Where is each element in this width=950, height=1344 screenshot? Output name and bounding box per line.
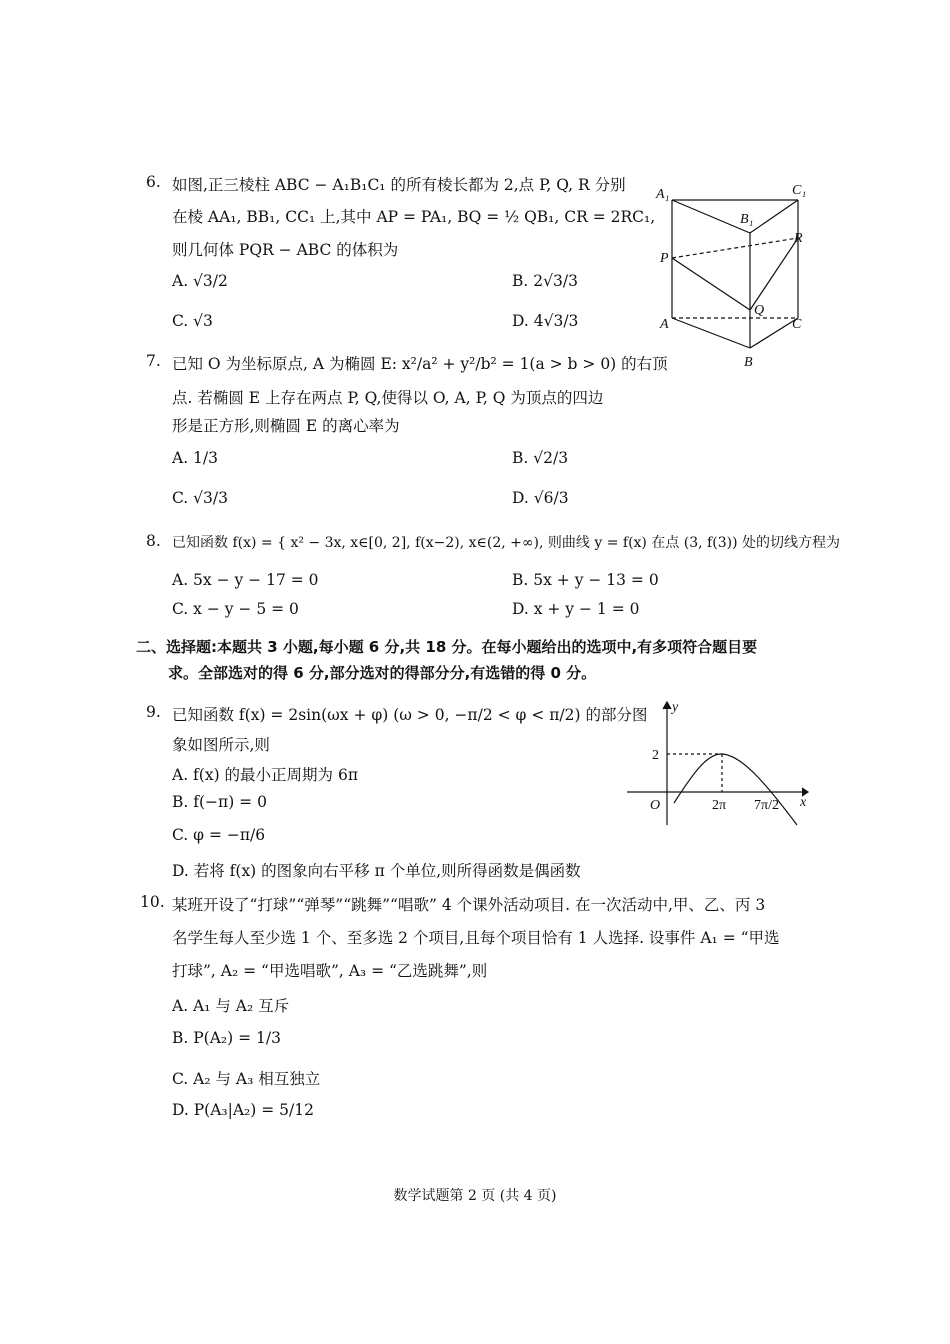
q6-option-c: C. √3 (172, 312, 213, 330)
label-p: P (660, 251, 669, 266)
page-footer: 数学试题第 2 页 (共 4 页) (393, 1188, 557, 1204)
q6-number: 6. (146, 173, 161, 191)
q8-number: 8. (146, 532, 161, 550)
q10-line1: 某班开设了“打球”“弹琴”“跳舞”“唱歌” 4 个课外活动项目. 在一次活动中,甲、乙、丙 3 (172, 896, 766, 914)
q8-line1: 已知函数 f(x) = { x² − 3x, x∈[0, 2], f(x−2), x∈(2, +∞), 则曲线 y = f(x) 在点 (3, f(3)) 处的切线方程为 (172, 535, 840, 551)
q9-line2: 象如图所示,则 (172, 736, 270, 754)
q8-option-c: C. x − y − 5 = 0 (172, 600, 299, 618)
y-tick-2: 2 (652, 748, 659, 763)
q7-line3: 形是正方形,则椭圆 E 的离心率为 (172, 417, 400, 435)
q10-option-c: C. A₂ 与 A₃ 相互独立 (172, 1070, 321, 1088)
origin-label: O (650, 798, 661, 813)
q6-option-b: B. 2√3/3 (512, 272, 578, 290)
q9-option-d: D. 若将 f(x) 的图象向右平移 π 个单位,则所得函数是偶函数 (172, 862, 581, 880)
q7-line2: 点. 若椭圆 E 上存在两点 P, Q,使得以 O, A, P, Q 为顶点的四边 (172, 389, 604, 407)
q10-number: 10. (140, 893, 165, 911)
q7-option-a: A. 1/3 (172, 449, 218, 467)
sine-graph (622, 695, 817, 830)
sine-curve (674, 754, 797, 825)
q6-option-d: D. 4√3/3 (512, 312, 579, 330)
section-2-line2: 求。全部选对的得 6 分,部分选对的得部分分,有选错的得 0 分。 (168, 664, 597, 682)
q9-option-b: B. f(−π) = 0 (172, 793, 267, 811)
q10-option-d: D. P(A₃|A₂) = 5/12 (172, 1101, 314, 1119)
q9-option-a: A. f(x) 的最小正周期为 6π (172, 766, 359, 784)
q6-line1: 如图,正三棱柱 ABC − A₁B₁C₁ 的所有棱长都为 2,点 P, Q, R 分别 (172, 176, 626, 194)
label-c1: C₁ (792, 183, 807, 198)
q8-option-d: D. x + y − 1 = 0 (512, 600, 640, 618)
prism-figure (650, 178, 820, 373)
q7-line1: 已知 O 为坐标原点, A 为椭圆 E: x²/a² + y²/b² = 1(a > b > 0) 的右顶 (172, 355, 668, 373)
q6-line2: 在棱 AA₁, BB₁, CC₁ 上,其中 AP = PA₁, BQ = ½ QB₁, CR = 2RC₁, (172, 208, 656, 226)
q7-option-b: B. √2/3 (512, 449, 569, 467)
q7-number: 7. (146, 352, 161, 370)
label-b1: B₁ (740, 212, 754, 227)
x-tick-7pi-2: 7π/2 (754, 798, 779, 813)
q7-option-c: C. √3/3 (172, 489, 228, 507)
q6-option-a: A. √3/2 (172, 272, 228, 290)
q9-option-c: C. φ = −π/6 (172, 826, 266, 844)
x-tick-2pi: 2π (712, 798, 727, 813)
q8-option-b: B. 5x + y − 13 = 0 (512, 571, 659, 589)
label-b: B (744, 355, 753, 370)
label-a1: A₁ (656, 187, 670, 202)
q10-option-a: A. A₁ 与 A₂ 互斥 (172, 997, 290, 1015)
q8-option-a: A. 5x − y − 17 = 0 (172, 571, 319, 589)
q6-line3: 则几何体 PQR − ABC 的体积为 (172, 241, 399, 259)
label-r: R (794, 231, 803, 246)
q9-number: 9. (146, 703, 161, 721)
x-axis-label: x (800, 795, 807, 810)
q10-option-b: B. P(A₂) = 1/3 (172, 1029, 281, 1047)
y-axis-label: y (672, 700, 679, 715)
label-a: A (660, 317, 669, 332)
section-2-heading (136, 634, 826, 686)
q10-line2: 名学生每人至少选 1 个、至多选 2 个项目,且每个项目恰有 1 人选择. 设事件 A₁ = “甲选 (172, 929, 780, 947)
section-2-line1: 二、选择题:本题共 3 小题,每小题 6 分,共 18 分。在每小题给出的选项中,有多项符合题目要 (136, 638, 758, 656)
q9-line1: 已知函数 f(x) = 2sin(ωx + φ) (ω > 0, −π/2 < φ < π/2) 的部分图 (172, 706, 648, 724)
label-q: Q (754, 303, 765, 318)
label-c: C (792, 317, 802, 332)
q10-line3: 打球”, A₂ = “甲选唱歌”, A₃ = “乙选跳舞”,则 (172, 962, 488, 980)
q7-option-d: D. √6/3 (512, 489, 569, 507)
